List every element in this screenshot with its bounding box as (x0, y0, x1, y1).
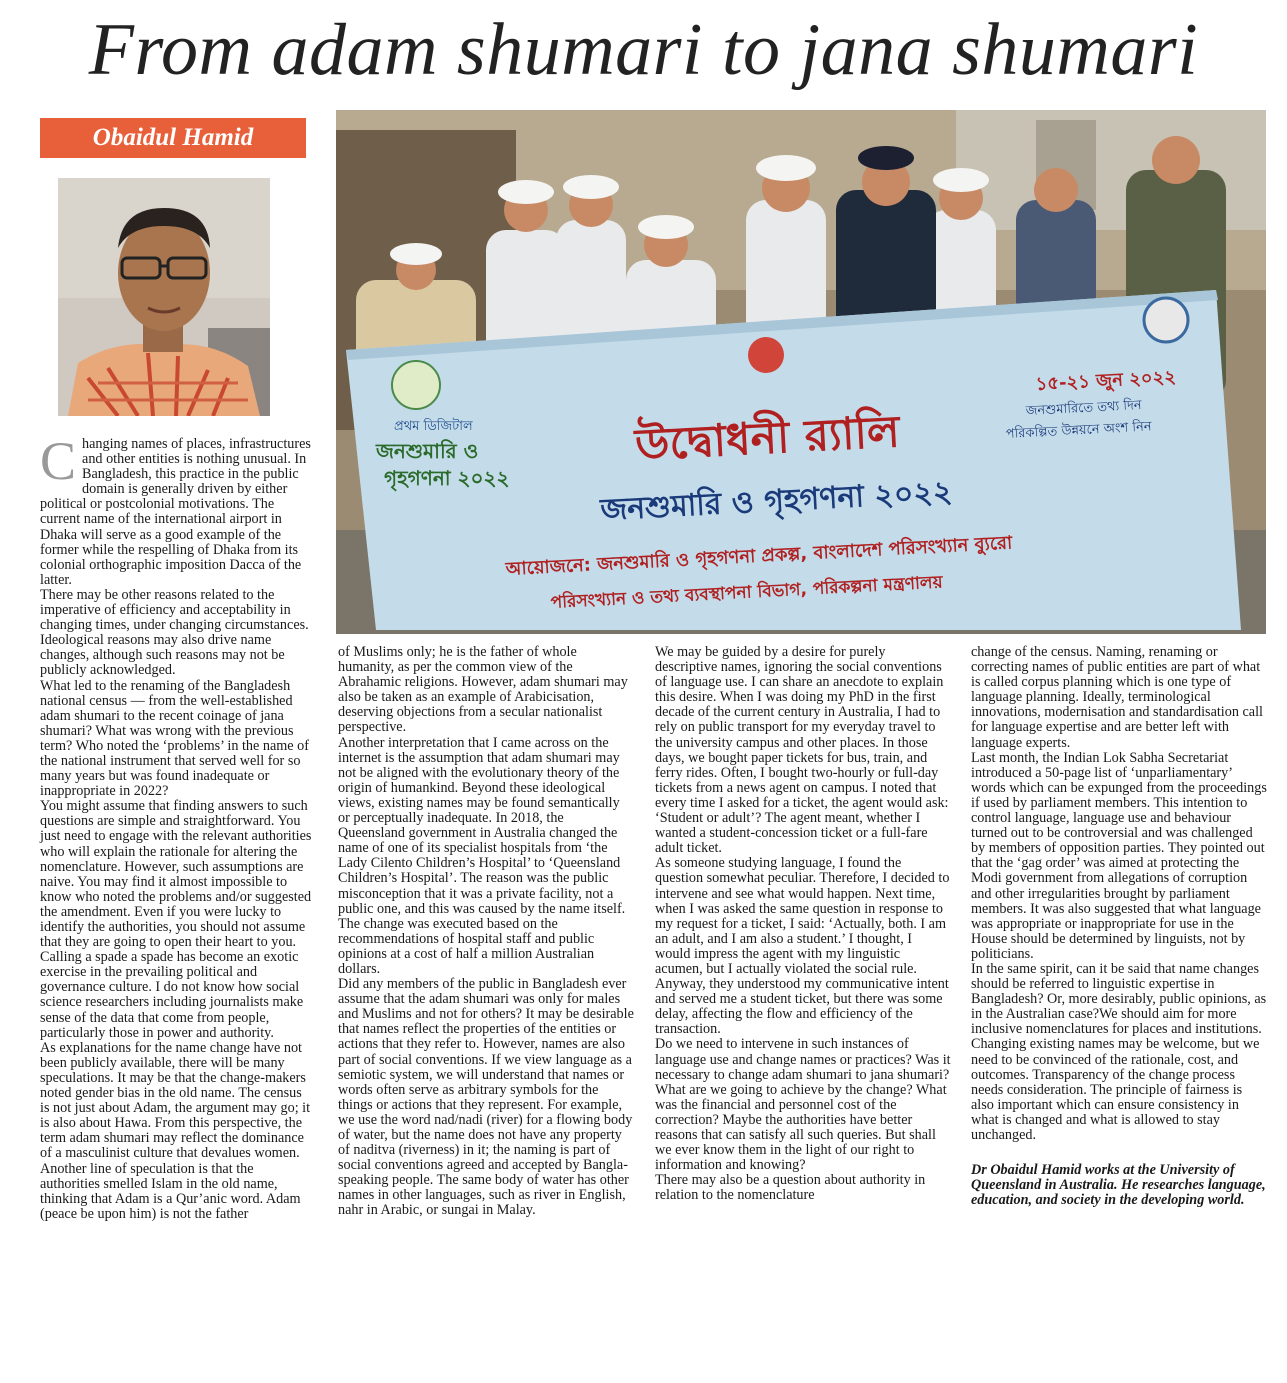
paragraph: Another line of speculation is that the authorities smelled Islam in the old name, thinking that Adam is a Qur’anic word. Adam (peace be upon him) is not the father (40, 1160, 301, 1222)
rally-photo (336, 110, 1266, 634)
paragraph: Another interpretation that I came across on the internet is the assumption that adam shumari may not be aligned with the evolutionary theory of the origin of humankind. Beyond these ideological views, existing names may be found semantically or perceptually inadequate. In 2018, the Queensland government in Australia changed the name of one of its specialist hospitals from ‘the Lady Cilento Children’s Hospital’ to ‘Queensland Children’s Hospital’. The reason was the public misconception that it was a private facility, not a public one, and this was caused by the name itself. The change was executed based on the recommendations of hospital staff and public opinions at a cost of half a million Australian dollars. (338, 734, 626, 977)
rally-photo-image (336, 110, 1266, 634)
paragraph: of Muslims only; he is the father of whole humanity, as per the common view of the Abrahamic religions. However, adam shumari may also be taken as an example of Arabicisation, deserving objections from a secular nationalist perspective. (338, 644, 628, 736)
paragraph: There may be other reasons related to the imperative of efficiency and acceptability in changing times, under changing circumstances. Ideological reasons may also drive name changes, although such reasons may not be publicly acknowledged. (40, 586, 309, 679)
paragraph: As explanations for the name change have not been publicly available, there will be many speculations. It may be that the change-makers noted gender bias in the old name. The census is not just about Adam, the argument may go; it is also about Hawa. From this perspective, the term adam shumari may reflect the dominance of a masculinist culture that devalues women. (40, 1039, 311, 1162)
banner-subtitle: জনশুমারি ও গৃহগণনা ২০২২ (599, 474, 954, 528)
column-2 (338, 645, 634, 1219)
paragraph: change of the census. Naming, renaming or correcting names of public entities are part of what is called corpus planning which is one type of language planning. Ideally, terminological innovations, modernisation and standardisation call for language expertise and are better left with language experts. (971, 644, 1263, 751)
author-bio: Dr Obaidul Hamid works at the University of Queensland in Australia. He researches language, education, and society in the developing world. (971, 1162, 1266, 1209)
banner-organizer-1: আয়োজনে: জনশুমারি ও গৃহগণনা প্রকল্প, বাংলাদেশ পরিসংখ্যান ব্যুরো (505, 532, 1013, 580)
paragraph: There may also be a question about authority in relation to the nomenclature (655, 1172, 926, 1204)
headline: From adam shumari to jana shumari (88, 9, 1199, 91)
banner-logo-text-2: গৃহগণনা ২০২২ (384, 466, 510, 490)
column-3 (655, 645, 951, 1203)
paragraph: Last month, the Indian Lok Sabha Secretariat introduced a 50-page list of ‘unparliamentary’ words which can be expunged from the proceedings if used by parliament members. This intention to control language, language use and behaviour turned out to be controversial and was challenged by members of opposition parties. They pointed out that the ‘gag order’ was aimed at protecting the Modi government from allegations of corruption and other irregularities brought by parliament members. It was also suggested that what language was appropriate or inappropriate for use in the House should be determined by linguists, not by politicians. (971, 749, 1267, 962)
banner-date: ১৫-২১ জুন ২০২২ (1035, 366, 1177, 395)
paragraph: What led to the renaming of the Bangladesh national census — from the well-established adam shumari to the recent coinage of jana shumari? What was wrong with the previous term? Who noted the ‘problems’ in the name of the national instrument that served well for so many years but was found inadequate or inappropriate in 2022? (40, 677, 309, 800)
drop-cap: C (40, 431, 77, 491)
paragraph: In the same spirit, can it be said that name changes should be referred to linguistic expertise in Bangladesh? Or, more desirably, public opinions, as in the Australian case?We should aim for more inclusive nomenclatures for places and institutions. Changing existing names may be welcome, but we need to be convinced of the rationale, cost, and outcomes. Transparency of the change process needs consideration. The principle of fairness is also important which can ensure consistency in what is changed and what is allowed to stay unchanged. (971, 960, 1267, 1143)
paragraph: Did any members of the public in Bangladesh ever assume that the adam shumari was only for males and Muslims and not for others? It may be desirable that names reflect the properties of the entities or actions that they refer to. However, names are also part of social conventions. If we view language as a semiotic system, we will understand that names or words often serve as arbitrary symbols for the things or actions that they represent. For example, we use the word nad/nadi (river) for a flowing body of water, but the name does not have any property of naditva (riverness) in it; the naming is part of social conventions agreed and accepted by Bangla-speaking people. The same body of water has other names in other languages, such as river in English, nahr in Arabic, or sungai in Malay. (338, 976, 634, 1219)
banner-slogan-2: পরিকল্পিত উন্নয়নে অংশ নিন (1005, 419, 1152, 442)
paragraph: As someone studying language, I found the question somewhat peculiar. Therefore, I decided to intervene and see what would happen. Next time, when I was asked the same question in response to my request for a ticket, I said: ‘Actually, both. I am an adult, and I am also a student.’ I thought, I would impress the agent with my linguistic acumen, but I actually violated the social rule. Anyway, they understood my communicative intent and served me a student ticket, but there was some delay, affecting the flow and efficiency of the transaction. (655, 855, 950, 1038)
paragraph (40, 431, 314, 588)
banner-small-line: প্রথম ডিজিটাল (394, 419, 473, 434)
banner-main-title: উদ্বোধনী র‍্যালি (633, 406, 902, 471)
byline: Obaidul Hamid (40, 118, 306, 158)
column-1 (40, 431, 314, 1222)
author-portrait-image (58, 178, 270, 416)
banner-slogan-1: জনশুমারিতে তথ্য দিন (1025, 397, 1142, 419)
paragraph: Do we need to intervene in such instances of language use and change names or practices? Was it necessary to change adam shumari to jana shumari? What are we going to achieve by the change? What was the financial and personnel cost of the correction? Maybe the authorities have better reasons that can satisfy all such queries. But shall we ever know them in the light of our right to information and knowing? (655, 1036, 951, 1174)
paragraph: We may be guided by a desire for purely descriptive names, ignoring the social conventions of language use. I can share an anecdote to explain this desire. When I was doing my PhD in the first decade of the current century in Australia, I had to rely on public transport for my everyday travel to the university campus and other places. In those days, we bought paper tickets for bus, train, and ferry rides. Often, I bought two-hourly or full-day tickets from a news agent on campus. I noted that every time I asked for a ticket, the agent would ask: ‘Student or adult’? The agent meant, whether I wanted a student-concession ticket or a full-fare adult ticket. (655, 644, 949, 857)
column-4 (971, 645, 1267, 1208)
author-portrait (58, 178, 270, 416)
banner-organizer-2: পরিসংখ্যান ও তথ্য ব্যবস্থাপনা বিভাগ, পরিকল্পনা মন্ত্রণালয় (550, 572, 944, 613)
banner-logo-text-1: জনশুমারি ও (376, 439, 479, 463)
paragraph-text: hanging names of places, infrastructures and other entities is nothing unusual. In Bangladesh, this practice in the public domain is generally driven by either political or postcolonial motivations. The current name of the international airport in Dhaka will serve as a good example of the former while the respelling of Dhaka from its colonial orthographic imposition Dacca of the latter. (40, 436, 311, 588)
paragraph: You might assume that finding answers to such questions are simple and straightforward. You just need to engage with the relevant authorities who will explain the rationale for altering the nomenclature. However, such assumptions are naive. You may find it almost impossible to know who noted the problems and/or suggested the amendment. Even if you were lucky to identify the authorities, you should not assume that they are going to open their heart to you. Calling a spade a spade has become an exotic exercise in the prevailing political and governance culture. I do not know how social science researchers including journalists make sense of the data that come from people, particularly those in power and authority. (40, 798, 312, 1041)
